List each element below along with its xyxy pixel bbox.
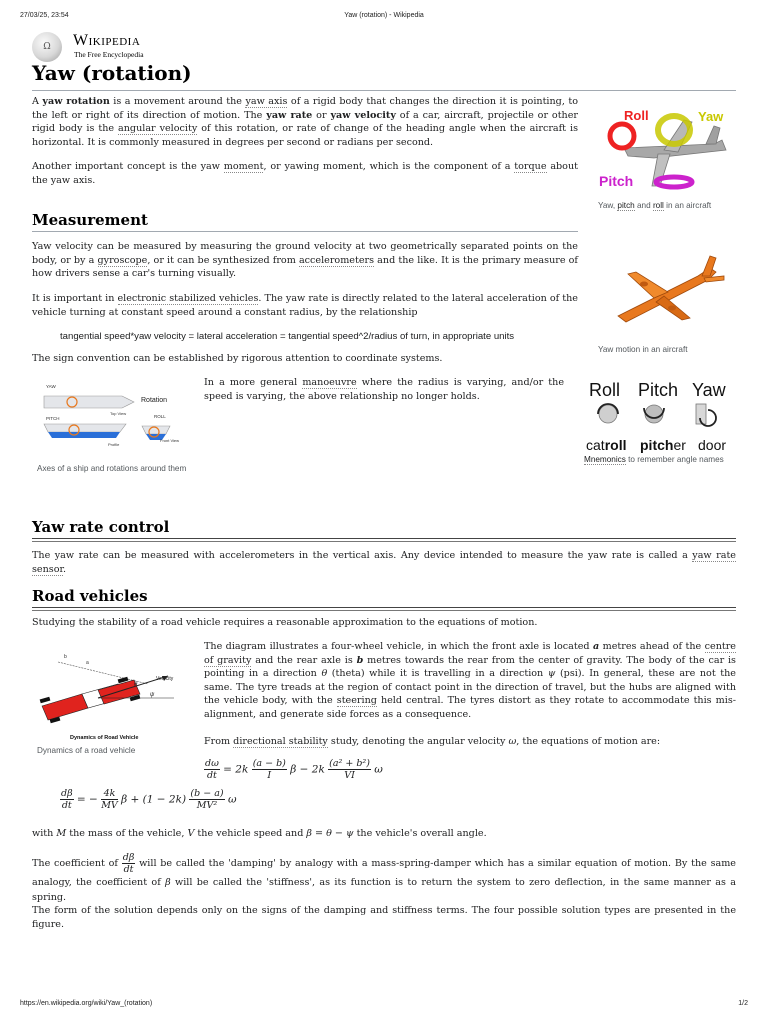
inline-dbeta-dt: $\frac{d\beta}{dt}$ xyxy=(122,852,135,875)
wikipedia-globe-icon: Ω xyxy=(32,32,62,62)
print-page-number: 1/2 xyxy=(738,1000,748,1007)
link-roll[interactable]: roll xyxy=(652,201,664,210)
yaw-relationship-equation: tangential speed*yaw velocity = lateral acceleration = tangential speed^2/radius of turn, in appropriate units xyxy=(60,331,515,342)
measurement-rule xyxy=(32,231,578,232)
yaw-rate-control-rule xyxy=(32,538,736,539)
heading-measurement: Measurement xyxy=(32,211,148,229)
mnemonic-pitch: Pitch xyxy=(638,380,679,400)
aircraft-axes-caption: Yaw, pitch and roll in an aircraft xyxy=(598,201,712,210)
road-vehicles-paragraph-1: Studying the stability of a road vehicle requires a reasonable approximation to the equations of motion. xyxy=(32,617,538,628)
equation-beta: $\frac{d\beta}{dt}$ = − $\frac{4k}{MV}$ β + (1 − 2k) $\frac{(b - a)}{\text{MV²}}$ ω xyxy=(61,788,237,811)
print-header xyxy=(20,12,748,24)
roll-label: Roll xyxy=(624,108,649,123)
svg-text:pitcher xyxy=(640,437,686,453)
yaw-motion-image[interactable] xyxy=(598,238,734,340)
link-mnemonics[interactable]: Mnemonics xyxy=(584,455,626,464)
measurement-paragraph-4: In a more general manoeuvre where the radius is varying, and/or the speed is varying, the above relationship no longer holds. xyxy=(204,377,564,402)
road-vehicle-caption: Dynamics of a road vehicle xyxy=(37,746,136,755)
print-url: https://en.wikipedia.org/wiki/Yaw_(rotation) xyxy=(20,1000,153,1007)
link-steering[interactable]: steering xyxy=(336,695,377,706)
intro-paragraph-1: A yaw rotation is a movement around the yaw axis of a rigid body that changes the direction it is pointing, to the left or right of its direction of motion. The yaw rate or yaw velocity of a car, aircraft, projectile or other rigid body is the angular velocity of this rotation, or rate of change of the heading angle when the aircraft is horizontal. It is commonly measured in degrees per second or radians per second. xyxy=(32,96,579,148)
link-torque[interactable]: torque xyxy=(514,161,547,172)
print-date: 27/03/25, 23:54 xyxy=(20,12,69,19)
ship-yaw-label: YAW xyxy=(46,384,56,389)
page-title: Yaw (rotation) xyxy=(32,61,192,85)
mnemonic-word-pitcher-a: pitch xyxy=(640,437,674,453)
diagram-theta-label: θ xyxy=(134,682,138,688)
ship-axes-image[interactable] xyxy=(36,378,192,460)
mnemonic-word-catroll-a: cat xyxy=(586,437,605,453)
yaw-label: Yaw xyxy=(698,109,724,124)
diagram-psi-label: ψ xyxy=(150,692,155,698)
equation-omega: $\frac{d\omega}{dt}$ = 2k $\frac{(a - b)}{I}$ β − 2k $\frac{\text{(a² + b²)}}{VI}$ ω xyxy=(205,758,383,781)
logo-wordmark: Wikipedia xyxy=(73,32,141,49)
title-rule xyxy=(32,90,736,91)
ship-front-view-label: Front View xyxy=(160,438,180,443)
wikipedia-logo[interactable] xyxy=(32,30,192,64)
road-vehicles-paragraph-5: The coefficient of $\frac{d\beta}{dt}$ will be called the 'damping' by analogy with a mass-spring-damper which has a similar equation of motion. By the same analogy, the coefficient of β will be called the 'stiffness', as its function is to return the system to zero deflection, in the same manner as a spring. xyxy=(32,852,736,903)
ship-rotation-label: Rotation xyxy=(141,397,168,404)
road-vehicles-paragraph-4: with M the mass of the vehicle, V the vehicle speed and β = θ − ψ the vehicle's overall angle. xyxy=(32,828,487,839)
measurement-paragraph-1: Yaw velocity can be measured by measuring the ground velocity at two geometrically separated points on the body, or by a gyroscope, or it can be synthesized from accelerometers and the like. It is the primary measure of how drivers sense a car's turning visually. xyxy=(32,241,578,279)
link-centre-of-gravity[interactable]: centre of gravity xyxy=(204,641,736,666)
road-vehicles-rule xyxy=(32,607,736,608)
link-angular-velocity[interactable]: angular velocity xyxy=(118,123,198,134)
mnemonic-word-pitcher-b: er xyxy=(673,437,686,453)
aircraft-axes-image[interactable] xyxy=(594,100,734,196)
link-moment[interactable]: moment xyxy=(223,161,264,172)
mnemonics-caption: Mnemonics to remember angle names xyxy=(584,455,724,464)
link-pitch[interactable]: pitch xyxy=(617,201,635,210)
ship-top-view-label: Top View xyxy=(110,411,127,416)
ship-profile-label: Profile xyxy=(108,442,120,447)
print-title: Yaw (rotation) - Wikipedia xyxy=(344,12,424,19)
link-yaw-axis[interactable]: yaw axis xyxy=(245,96,288,107)
link-electronic-stabilized-vehicles[interactable]: electronic stabilized vehicles xyxy=(117,293,259,304)
mnemonic-yaw: Yaw xyxy=(692,380,726,400)
logo-tagline: The Free Encyclopedia xyxy=(74,50,144,59)
mnemonic-word-door: door xyxy=(698,437,727,453)
ship-pitch-label: PITCH xyxy=(46,416,60,421)
link-accelerometers[interactable]: accelerometers xyxy=(298,254,375,266)
link-directional-stability[interactable]: directional stability xyxy=(233,736,328,747)
mnemonic-word-catroll-b: roll xyxy=(604,437,627,453)
road-vehicles-paragraph-2: The diagram illustrates a four-wheel vehicle, in which the front axle is located a metres ahead of the centre of gravity and the rear axle is b metres towards the rear from the center of gravity. The body of the car is pointing in a direction θ (theta) while it is travelling in a direction ψ (psi). In general, these are not the same. The tyre treads at the region of contact point in the direction of travel, but the hubs are aligned with the vehicle body, with the steering held central. The tyres distort as they rotate to accommodate this mis-alignment, and generate side forces as a consequence. xyxy=(204,641,736,720)
heading-yaw-rate-control: Yaw rate control xyxy=(32,518,170,536)
diagram-label-a: a xyxy=(86,660,89,666)
link-yaw-rate-sensor[interactable]: yaw rate sensor xyxy=(32,550,736,575)
measurement-paragraph-3: The sign convention can be established by rigorous attention to coordinate systems. xyxy=(32,353,443,364)
road-vehicles-paragraph-3: From directional stability study, denoting the angular velocity ω, the equations of motion are: xyxy=(204,736,661,747)
heading-road-vehicles: Road vehicles xyxy=(32,587,148,605)
measurement-paragraph-2: It is important in electronic stabilized vehicles. The yaw rate is directly related to the lateral acceleration of the vehicle turning at constant speed around a constant radius, by the relationship xyxy=(32,293,578,318)
print-footer xyxy=(20,1000,748,1010)
yaw-motion-caption: Yaw motion in an aircraft xyxy=(598,345,688,354)
intro-paragraph-2: Another important concept is the yaw moment, or yawing moment, which is the component of a torque about the yaw axis. xyxy=(32,161,578,186)
svg-text:catroll xyxy=(586,437,626,453)
ship-axes-caption: Axes of a ship and rotations around them xyxy=(37,464,187,473)
diagram-title: Dynamics of Road Vehicle xyxy=(70,735,139,741)
diagram-velocity-label: Velocity xyxy=(156,676,174,682)
ship-roll-label: ROLL xyxy=(154,414,166,419)
pitch-label: Pitch xyxy=(599,173,634,189)
road-vehicles-paragraph-6: The form of the solution depends only on the signs of the damping and stiffness terms. The four possible solution types are presented in the figure. xyxy=(32,905,736,930)
link-manoeuvre[interactable]: manoeuvre xyxy=(302,377,357,388)
diagram-label-b: b xyxy=(64,654,67,660)
link-gyroscope[interactable]: gyroscope xyxy=(97,254,148,266)
mnemonics-image[interactable] xyxy=(584,376,734,454)
mnemonic-roll: Roll xyxy=(589,380,621,400)
road-vehicle-diagram[interactable] xyxy=(38,646,188,742)
yaw-rate-control-paragraph: The yaw rate can be measured with accelerometers in the vertical axis. Any device intended to measure the yaw rate is called a yaw rate sensor. xyxy=(32,550,736,575)
